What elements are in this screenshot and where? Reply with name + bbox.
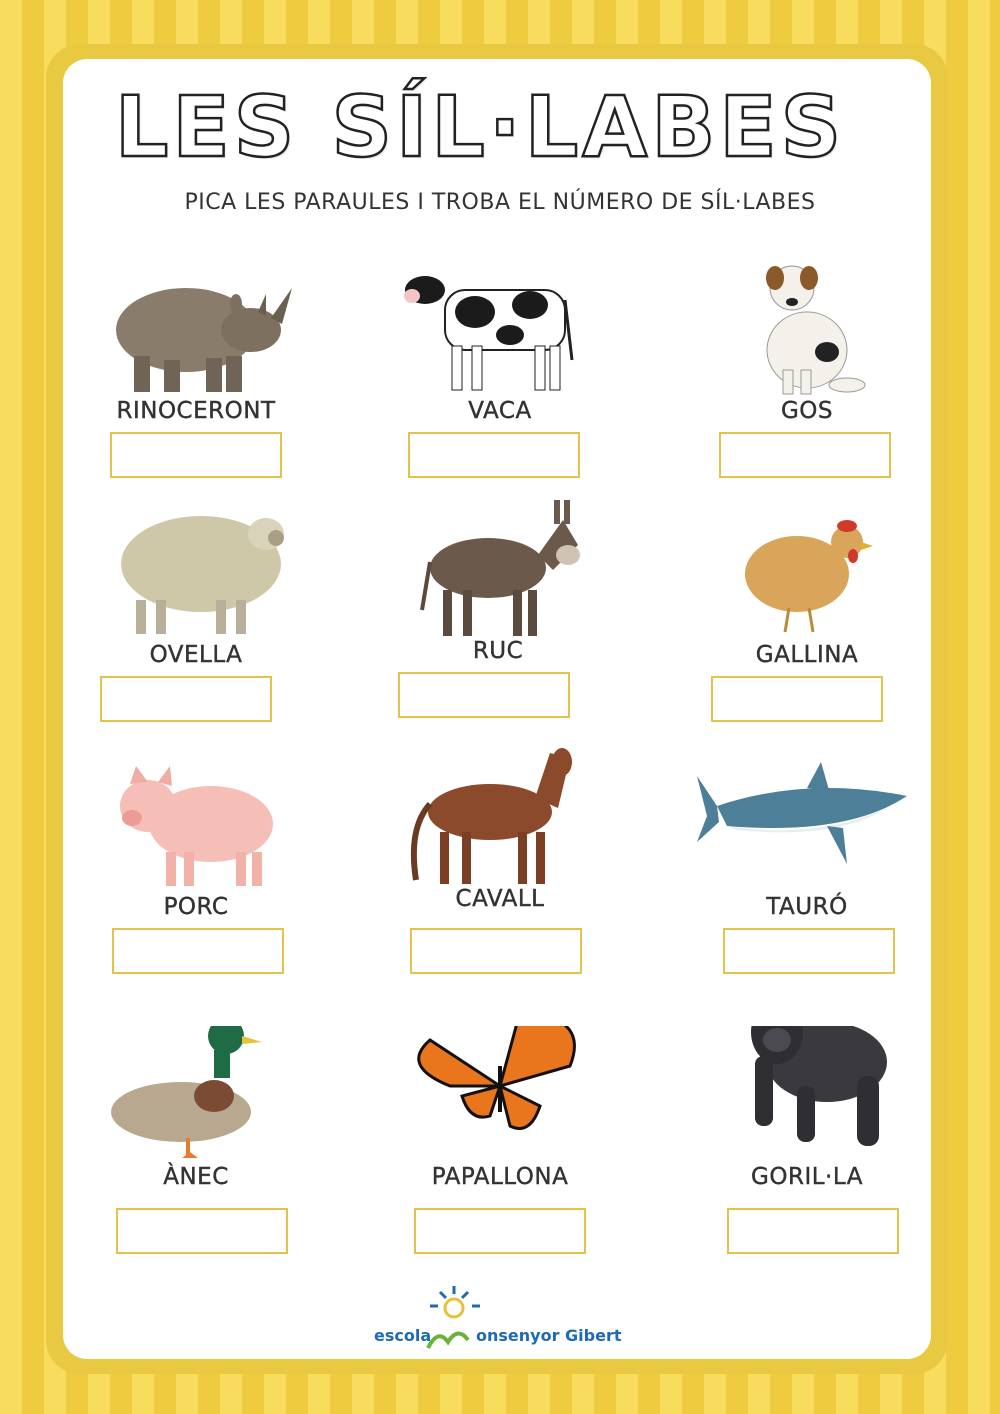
animal-label: CAVALL (455, 886, 545, 912)
rhinoceros-image (86, 260, 306, 400)
logo-text-right: onsenyor Gibert (476, 1326, 622, 1345)
syllable-answer-input[interactable] (398, 672, 570, 718)
animal-label: GALLINA (755, 642, 859, 668)
animal-label: TAURÓ (766, 894, 848, 920)
dog-image (697, 260, 917, 400)
animal-card-rinoceront (86, 260, 306, 500)
animal-card-gos (697, 260, 917, 500)
cow-image (390, 260, 610, 400)
syllable-answer-input[interactable] (711, 676, 883, 722)
syllable-answer-input[interactable] (414, 1208, 586, 1254)
animal-card-papallona (390, 1026, 610, 1266)
animal-label: VACA (468, 398, 532, 424)
syllable-answer-input[interactable] (110, 432, 282, 478)
page-title: LES SÍL·LABES (114, 78, 846, 176)
sheep-image (86, 504, 306, 644)
animal-label: PAPALLONA (431, 1164, 569, 1190)
animal-label: RINOCERONT (116, 398, 276, 424)
syllable-answer-input[interactable] (116, 1208, 288, 1254)
duck-image (86, 1026, 306, 1166)
donkey-image (388, 500, 608, 640)
syllable-answer-input[interactable] (112, 928, 284, 974)
syllable-answer-input[interactable] (723, 928, 895, 974)
logo-text-left: escola (374, 1326, 432, 1345)
butterfly-image (390, 1026, 610, 1166)
syllable-answer-input[interactable] (100, 676, 272, 722)
animal-label: PORC (163, 894, 229, 920)
animal-card-ruc (388, 500, 608, 740)
school-logo (368, 1282, 638, 1352)
animal-card-vaca (390, 260, 610, 500)
animal-label: RUC (472, 638, 524, 664)
animal-card-cavall (390, 748, 610, 988)
syllable-answer-input[interactable] (727, 1208, 899, 1254)
syllable-answer-input[interactable] (408, 432, 580, 478)
gorilla-image (697, 1026, 917, 1166)
syllable-answer-input[interactable] (719, 432, 891, 478)
animal-label: OVELLA (149, 642, 243, 668)
horse-image (390, 748, 610, 888)
animal-card-goril-la (697, 1026, 917, 1266)
hen-image (697, 504, 917, 644)
syllable-answer-input[interactable] (410, 928, 582, 974)
animal-label: ÀNEC (163, 1164, 229, 1190)
animal-label: GOS (780, 398, 834, 424)
shark-image (697, 756, 917, 896)
animal-card-porc (86, 756, 306, 996)
instructions: PICA LES PARAULES I TROBA EL NÚMERO DE SÍL·LABES (184, 190, 816, 215)
animal-card-gallina (697, 504, 917, 744)
pig-image (86, 756, 306, 896)
animal-label: GORIL·LA (751, 1164, 863, 1190)
animal-card-anec (86, 1026, 306, 1266)
animal-card-ovella (86, 504, 306, 744)
animal-card-tauro (697, 756, 917, 996)
